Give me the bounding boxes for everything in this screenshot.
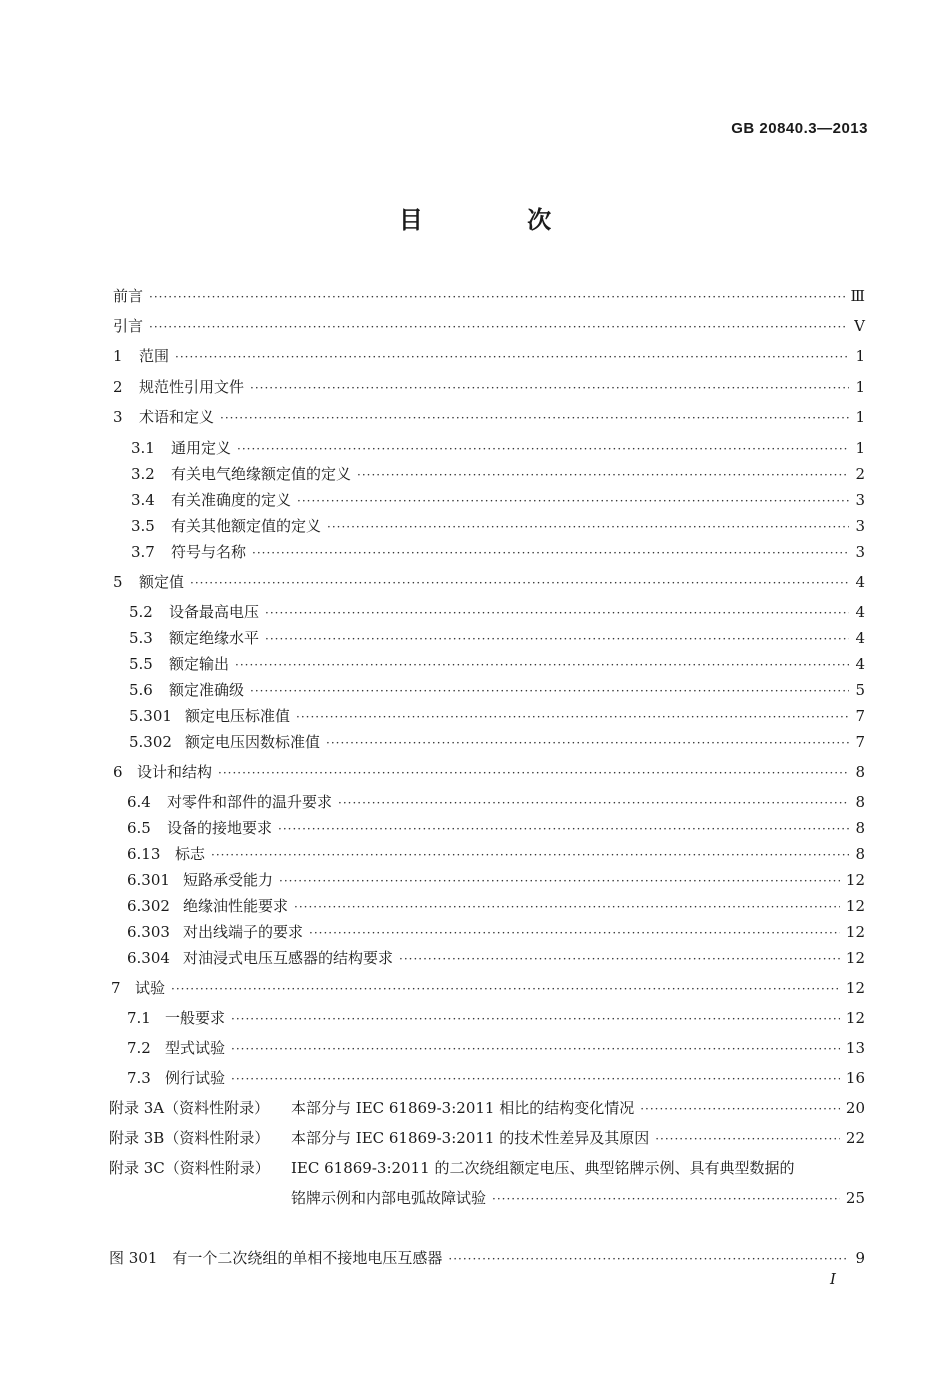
- leader-dots: [211, 843, 849, 867]
- toc-entry-page: 8: [855, 819, 865, 837]
- toc-entry-page: 7: [855, 733, 865, 751]
- toc-entry-label: 试验: [135, 979, 166, 997]
- toc-entry[interactable]: [113, 570, 865, 594]
- toc-entry-page: 1: [855, 439, 865, 457]
- leader-dots: [338, 791, 849, 815]
- toc-entry[interactable]: [129, 678, 865, 702]
- appendix-prefix: 附录 3C（资料性附录）: [109, 1159, 270, 1177]
- toc-entry-label: 规范性引用文件: [139, 378, 245, 396]
- toc-entry[interactable]: [113, 284, 865, 308]
- toc-entry-page: 4: [855, 603, 865, 621]
- toc-entry[interactable]: [113, 760, 865, 784]
- toc-entry-page: 3: [855, 543, 865, 561]
- leader-dots: [399, 947, 840, 971]
- toc-entry-page: 3: [855, 517, 865, 535]
- toc-entry[interactable]: [131, 540, 865, 564]
- appendix-label: 本部分与 IEC 61869-3:2011 相比的结构变化情况: [291, 1099, 635, 1117]
- leader-dots: [250, 376, 849, 400]
- toc-entry-page: 1: [855, 408, 865, 426]
- toc-entry-page: 22: [845, 1129, 865, 1147]
- appendix-prefix: 附录 3A（资料性附录）: [109, 1099, 270, 1117]
- toc-entry-number: 6.4: [127, 793, 151, 811]
- toc-entry-number: 5: [113, 573, 123, 591]
- toc-entry-page: 12: [845, 979, 865, 997]
- leader-dots: [149, 285, 845, 309]
- toc-entry-page: 12: [845, 897, 865, 915]
- toc-entry[interactable]: [129, 652, 865, 676]
- leader-dots: [265, 601, 849, 625]
- toc-entry-page: 12: [845, 871, 865, 889]
- toc-entry-label: 通用定义: [171, 439, 232, 457]
- toc-entry-label: 设备的接地要求: [167, 819, 273, 837]
- toc-entry-number: 7.2: [127, 1039, 151, 1057]
- appendix-label-line1[interactable]: IEC 61869-3:2011 的二次绕组额定电压、典型铭牌示例、具有典型数据的: [291, 1159, 795, 1177]
- toc-entry-page: 5: [855, 681, 865, 699]
- toc-entry-page: 25: [845, 1189, 865, 1207]
- standard-code: GB 20840.3—2013: [731, 120, 868, 137]
- toc-entry-number: 6.302: [127, 897, 170, 915]
- toc-entry[interactable]: [113, 344, 865, 368]
- toc-entry-page: 7: [855, 707, 865, 725]
- toc-appendix-entry[interactable]: [291, 1186, 865, 1210]
- toc-entry-label: 有关其他额定值的定义: [171, 517, 322, 535]
- toc-entry-label: 型式试验: [165, 1039, 226, 1057]
- toc-entry-label: 标志: [175, 845, 206, 863]
- toc-entry-number: 6.301: [127, 871, 170, 889]
- toc-entry-label: 对零件和部件的温升要求: [167, 793, 333, 811]
- toc-entry-number: 5.3: [129, 629, 153, 647]
- toc-entry-page: Ⅲ: [850, 287, 865, 305]
- toc-entry-label: 引言: [113, 317, 144, 335]
- toc-entry-label: 额定值: [139, 573, 185, 591]
- toc-entry-page: 12: [845, 1009, 865, 1027]
- appendix-prefix: 附录 3B（资料性附录）: [109, 1129, 270, 1147]
- leader-dots: [297, 489, 849, 513]
- toc-entry-label: 术语和定义: [139, 408, 215, 426]
- leader-dots: [278, 817, 849, 841]
- toc-entry[interactable]: [131, 462, 865, 486]
- appendix-label-line2: 铭牌示例和内部电弧故障试验: [291, 1189, 487, 1207]
- toc-entry[interactable]: [127, 816, 865, 840]
- toc-entry[interactable]: [127, 920, 865, 944]
- toc-entry[interactable]: [127, 842, 865, 866]
- toc-figure-entry[interactable]: [109, 1246, 865, 1270]
- toc-appendix-entry[interactable]: [109, 1126, 865, 1150]
- page-number: I: [830, 1270, 836, 1288]
- toc-entry-page: 8: [855, 793, 865, 811]
- leader-dots: [492, 1187, 840, 1211]
- toc-entry-number: 6: [113, 763, 123, 781]
- toc-entry-number: 7: [111, 979, 121, 997]
- toc-entry-number: 3.2: [131, 465, 155, 483]
- toc-entry-number: 3: [113, 408, 123, 426]
- leader-dots: [327, 515, 849, 539]
- toc-entry-label: 额定电压标准值: [185, 707, 291, 725]
- leader-dots: [640, 1097, 840, 1121]
- toc-entry[interactable]: [111, 976, 865, 1000]
- leader-dots: [237, 437, 849, 461]
- toc-entry[interactable]: [127, 894, 865, 918]
- leader-dots: [294, 895, 840, 919]
- toc-entry[interactable]: [129, 600, 865, 624]
- toc-entry-label: 额定准确级: [169, 681, 245, 699]
- toc-entry-page: 8: [855, 763, 865, 781]
- toc-entry-number: 3.7: [131, 543, 155, 561]
- toc-entry[interactable]: [113, 405, 865, 429]
- leader-dots: [309, 921, 840, 945]
- toc-entry[interactable]: [127, 868, 865, 892]
- leader-dots: [655, 1127, 840, 1151]
- leader-dots: [250, 679, 849, 703]
- toc-entry[interactable]: [127, 1066, 865, 1090]
- toc-entry[interactable]: [113, 314, 865, 338]
- leader-dots: [190, 571, 849, 595]
- toc-entry-page: Ⅴ: [854, 317, 865, 335]
- toc-entry-page: 13: [845, 1039, 865, 1057]
- leader-dots: [175, 345, 849, 369]
- leader-dots: [231, 1067, 840, 1091]
- toc-entry-number: 3.4: [131, 491, 155, 509]
- toc-entry[interactable]: [131, 488, 865, 512]
- toc-entry-number: 7.1: [127, 1009, 151, 1027]
- toc-entry[interactable]: [127, 790, 865, 814]
- toc-entry-page: 4: [855, 629, 865, 647]
- toc-entry-page: 9: [855, 1249, 865, 1267]
- toc-entry-label: 范围: [139, 347, 170, 365]
- toc-entry-label: 例行试验: [165, 1069, 226, 1087]
- toc-appendix-entry[interactable]: [109, 1096, 865, 1120]
- toc-entry[interactable]: [127, 946, 865, 970]
- toc-entry-label: 一般要求: [165, 1009, 226, 1027]
- toc-entry-page: 1: [855, 378, 865, 396]
- leader-dots: [231, 1037, 840, 1061]
- toc-entry-label: 前言: [113, 287, 144, 305]
- toc-entry-number: 5.302: [129, 733, 172, 751]
- toc-entry-page: 4: [855, 655, 865, 673]
- toc-entry[interactable]: [127, 1006, 865, 1030]
- toc-entry-label: 符号与名称: [171, 543, 247, 561]
- toc-entry[interactable]: [129, 626, 865, 650]
- leader-dots: [296, 705, 849, 729]
- page-title: 目 次: [398, 205, 600, 234]
- leader-dots: [235, 653, 849, 677]
- toc-entry-number: 5.2: [129, 603, 153, 621]
- toc-entry-label: 对油浸式电压互感器的结构要求: [183, 949, 394, 967]
- toc-entry[interactable]: [129, 730, 865, 754]
- toc-entry[interactable]: [127, 1036, 865, 1060]
- toc-entry[interactable]: [131, 436, 865, 460]
- toc-entry-label: 有关准确度的定义: [171, 491, 292, 509]
- leader-dots: [252, 541, 849, 565]
- leader-dots: [220, 406, 849, 430]
- toc-entry-number: 6.13: [127, 845, 161, 863]
- toc-entry-label: 短路承受能力: [183, 871, 274, 889]
- leader-dots: [218, 761, 849, 785]
- leader-dots: [171, 977, 840, 1001]
- toc-entry-page: 8: [855, 845, 865, 863]
- toc-entry-label: 设计和结构: [137, 763, 213, 781]
- figure-label: 图 301 有一个二次绕组的单相不接地电压互感器: [109, 1249, 443, 1267]
- toc-entry-label: 额定电压因数标准值: [185, 733, 321, 751]
- leader-dots: [448, 1247, 849, 1271]
- toc-entry-number: 7.3: [127, 1069, 151, 1087]
- toc-entry-page: 12: [845, 923, 865, 941]
- toc-entry-label: 额定输出: [169, 655, 230, 673]
- toc-entry-page: 1: [855, 347, 865, 365]
- toc-entry-page: 2: [855, 465, 865, 483]
- leader-dots: [265, 627, 849, 651]
- toc-entry-page: 16: [845, 1069, 865, 1087]
- toc-entry-number: 6.303: [127, 923, 170, 941]
- leader-dots: [149, 315, 848, 339]
- toc-entry-number: 2: [113, 378, 123, 396]
- toc-entry-number: 5.301: [129, 707, 172, 725]
- leader-dots: [326, 731, 849, 755]
- leader-dots: [279, 869, 840, 893]
- toc-entry-page: 20: [845, 1099, 865, 1117]
- toc-entry-label: 设备最高电压: [169, 603, 260, 621]
- toc-entry-number: 1: [113, 347, 123, 365]
- leader-dots: [231, 1007, 840, 1031]
- appendix-label: 本部分与 IEC 61869-3:2011 的技术性差异及其原因: [291, 1129, 650, 1147]
- toc-entry-number: 5.5: [129, 655, 153, 673]
- toc-entry-label: 对出线端子的要求: [183, 923, 304, 941]
- toc-entry-number: 5.6: [129, 681, 153, 699]
- toc-entry-label: 额定绝缘水平: [169, 629, 260, 647]
- toc-entry[interactable]: [131, 514, 865, 538]
- toc-entry-page: 4: [855, 573, 865, 591]
- toc-entry-number: 3.1: [131, 439, 155, 457]
- toc-entry-number: 6.304: [127, 949, 170, 967]
- toc-entry-label: 绝缘油性能要求: [183, 897, 289, 915]
- toc-entry-number: 6.5: [127, 819, 151, 837]
- toc-entry-page: 3: [855, 491, 865, 509]
- toc-entry-label: 有关电气绝缘额定值的定义: [171, 465, 352, 483]
- toc-entry[interactable]: [129, 704, 865, 728]
- leader-dots: [357, 463, 849, 487]
- toc-entry-page: 12: [845, 949, 865, 967]
- toc-entry-number: 3.5: [131, 517, 155, 535]
- toc-entry[interactable]: [113, 375, 865, 399]
